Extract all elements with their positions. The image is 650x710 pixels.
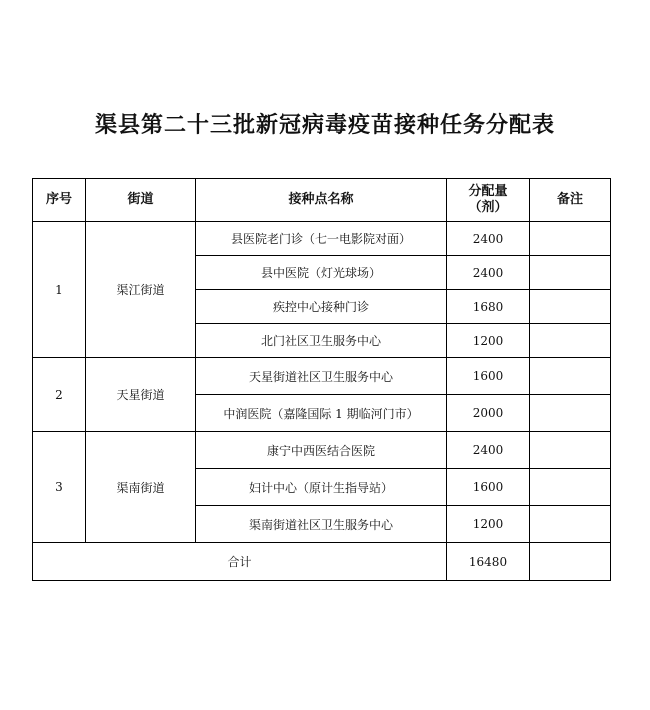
cell-site: 疾控中心接种门诊 — [196, 290, 447, 324]
cell-quota: 1600 — [447, 469, 530, 506]
header-seq: 序号 — [33, 179, 86, 222]
cell-site: 天星街道社区卫生服务中心 — [196, 358, 447, 395]
header-street: 街道 — [86, 179, 196, 222]
page-title: 渠县第二十三批新冠病毒疫苗接种任务分配表 — [94, 112, 555, 138]
header-quota-line2: （剂） — [468, 200, 508, 215]
cell-site: 中润医院（嘉隆国际 1 期临河门市） — [196, 395, 447, 432]
table-row — [33, 222, 611, 256]
header-quota — [447, 179, 530, 222]
cell-quota: 1680 — [447, 290, 530, 324]
cell-quota: 1600 — [447, 358, 530, 395]
cell-site: 县中医院（灯光球场） — [196, 256, 447, 290]
cell-quota: 1200 — [447, 506, 530, 543]
cell-note — [530, 469, 611, 506]
cell-note — [530, 432, 611, 469]
total-quota: 16480 — [447, 543, 530, 581]
cell-site: 北门社区卫生服务中心 — [196, 324, 447, 358]
table-row — [33, 358, 611, 395]
table-row — [33, 432, 611, 469]
cell-site: 妇计中心（原计生指导站） — [196, 469, 447, 506]
cell-site: 康宁中西医结合医院 — [196, 432, 447, 469]
header-note: 备注 — [530, 179, 611, 222]
cell-quota: 2000 — [447, 395, 530, 432]
cell-street: 天星街道 — [86, 358, 196, 432]
cell-street: 渠南街道 — [86, 432, 196, 543]
cell-note — [530, 256, 611, 290]
allocation-table — [32, 178, 611, 581]
table-header-row — [33, 179, 611, 222]
total-row — [33, 543, 611, 581]
cell-site: 渠南街道社区卫生服务中心 — [196, 506, 447, 543]
cell-quota: 2400 — [447, 256, 530, 290]
cell-note — [530, 222, 611, 256]
cell-seq: 2 — [33, 358, 86, 432]
cell-quota: 2400 — [447, 222, 530, 256]
cell-site: 县医院老门诊（七一电影院对面） — [196, 222, 447, 256]
cell-note — [530, 290, 611, 324]
cell-note — [530, 395, 611, 432]
header-site: 接种点名称 — [196, 179, 447, 222]
cell-note — [530, 324, 611, 358]
cell-note — [530, 506, 611, 543]
header-quota-line1: 分配量 — [468, 184, 508, 199]
cell-street: 渠江街道 — [86, 222, 196, 358]
cell-seq: 1 — [33, 222, 86, 358]
cell-quota: 2400 — [447, 432, 530, 469]
cell-seq: 3 — [33, 432, 86, 543]
cell-note — [530, 358, 611, 395]
total-label: 合计 — [33, 543, 447, 581]
total-note — [530, 543, 611, 581]
cell-quota: 1200 — [447, 324, 530, 358]
